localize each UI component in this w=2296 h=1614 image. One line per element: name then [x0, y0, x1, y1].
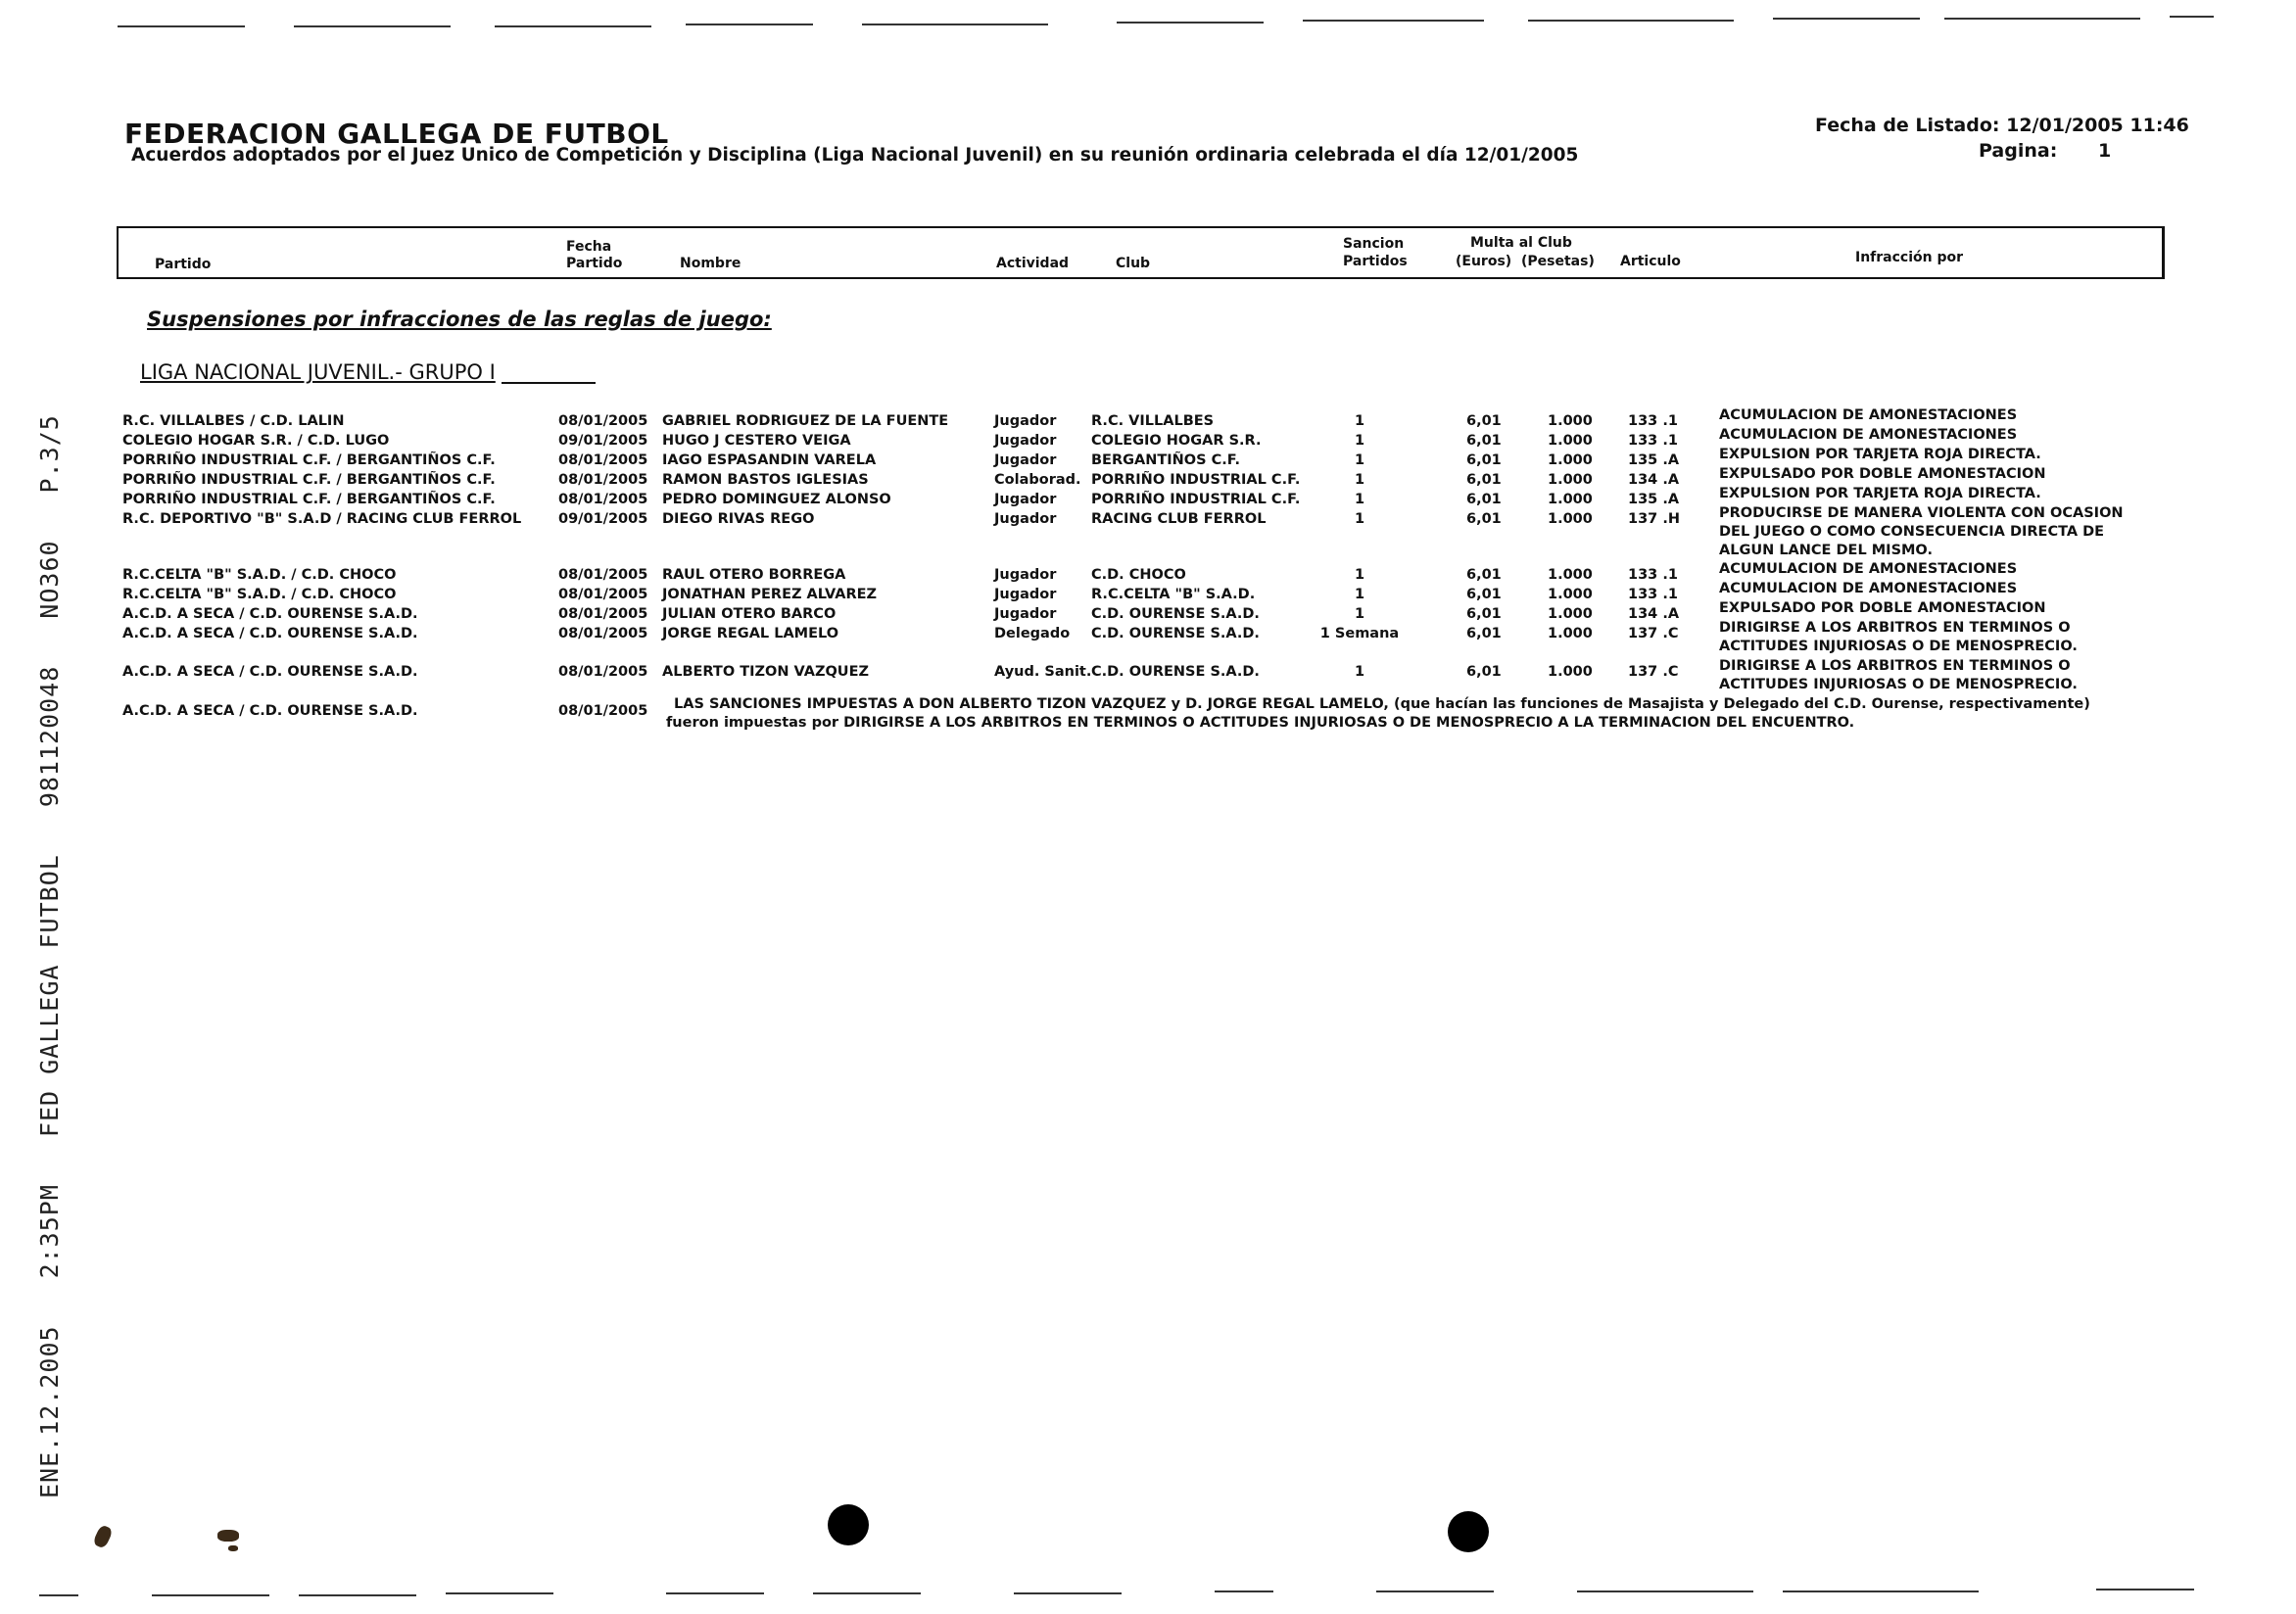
cell-euros: 6,01 — [1466, 626, 1502, 641]
cell-nombre: GABRIEL RODRIGUEZ DE LA FUENTE — [662, 413, 949, 429]
col-fecha-line2: Partido — [566, 256, 623, 271]
cell-sancion: 1 — [1354, 472, 1365, 488]
ink-smudge — [217, 1530, 239, 1542]
col-fecha-line1: Fecha — [566, 239, 612, 255]
cell-infraccion: ACUMULACION DE AMONESTACIONES — [1719, 427, 2018, 443]
cell-articulo: 135 .A — [1628, 452, 1680, 468]
cell-infraccion: EXPULSADO POR DOBLE AMONESTACION — [1719, 600, 2046, 616]
cell-euros: 6,01 — [1466, 511, 1502, 527]
col-infraccion: Infracción por — [1855, 250, 1964, 265]
cell-fecha: 08/01/2005 — [558, 606, 648, 622]
cell-articulo: 134 .A — [1628, 472, 1680, 488]
cell-fecha: 08/01/2005 — [558, 472, 648, 488]
cell-partido: R.C.CELTA "B" S.A.D. / C.D. CHOCO — [122, 587, 397, 602]
col-multa-euros: (Euros) — [1456, 254, 1512, 269]
cell-actividad: Jugador — [994, 413, 1057, 429]
cell-partido: R.C.CELTA "B" S.A.D. / C.D. CHOCO — [122, 567, 397, 583]
document-title: FEDERACION GALLEGA DE FUTBOL — [124, 118, 669, 150]
page-label: Pagina: — [1979, 140, 2058, 162]
page-number: 1 — [2098, 140, 2112, 162]
cell-articulo: 133 .1 — [1628, 567, 1678, 583]
cell-euros: 6,01 — [1466, 587, 1502, 602]
cell-actividad: Jugador — [994, 433, 1057, 449]
cell-nombre: PEDRO DOMINGUEZ ALONSO — [662, 492, 891, 507]
cell-pesetas: 1.000 — [1548, 433, 1593, 449]
cell-articulo: 133 .1 — [1628, 433, 1678, 449]
cell-infraccion: ALGUN LANCE DEL MISMO. — [1719, 543, 1933, 558]
cell-euros: 6,01 — [1466, 433, 1502, 449]
cell-infraccion: ACUMULACION DE AMONESTACIONES — [1719, 561, 2018, 577]
col-actividad: Actividad — [996, 256, 1070, 271]
cell-infraccion: DIRIGIRSE A LOS ARBITROS EN TERMINOS O — [1719, 658, 2071, 674]
fax-transmission-line — [35, 367, 64, 1498]
cell-partido: PORRIÑO INDUSTRIAL C.F. / BERGANTIÑOS C.F. — [122, 452, 496, 468]
cell-partido: A.C.D. A SECA / C.D. OURENSE S.A.D. — [122, 626, 418, 641]
cell-nombre: ALBERTO TIZON VAZQUEZ — [662, 664, 870, 680]
cell-pesetas: 1.000 — [1548, 413, 1593, 429]
cell-articulo: 137 .C — [1628, 626, 1679, 641]
cell-pesetas: 1.000 — [1548, 492, 1593, 507]
cell-fecha: 08/01/2005 — [558, 492, 648, 507]
cell-infraccion: EXPULSION POR TARJETA ROJA DIRECTA. — [1719, 486, 2041, 501]
cell-euros: 6,01 — [1466, 664, 1502, 680]
col-sancion-line1: Sancion — [1343, 236, 1405, 252]
cell-club: COLEGIO HOGAR S.R. — [1091, 433, 1262, 449]
cell-euros: 6,01 — [1466, 413, 1502, 429]
cell-pesetas: 1.000 — [1548, 626, 1593, 641]
cell-nombre: DIEGO RIVAS REGO — [662, 511, 815, 527]
cell-club: BERGANTIÑOS C.F. — [1091, 452, 1241, 468]
cell-partido: R.C. DEPORTIVO "B" S.A.D / RACING CLUB FERROL — [122, 511, 522, 527]
cell-sancion: 1 — [1354, 567, 1365, 583]
cell-sancion: 1 — [1354, 587, 1365, 602]
cell-actividad: Jugador — [994, 492, 1057, 507]
cell-nombre: JONATHAN PEREZ ALVAREZ — [662, 587, 878, 602]
cell-club: PORRIÑO INDUSTRIAL C.F. — [1091, 472, 1301, 488]
ink-smudge — [228, 1545, 238, 1551]
cell-infraccion: ACTITUDES INJURIOSAS O DE MENOSPRECIO. — [1719, 677, 2078, 692]
cell-actividad: Colaborad. — [994, 472, 1081, 488]
cell-articulo: 137 .H — [1628, 511, 1680, 527]
listing-date: Fecha de Listado: 12/01/2005 11:46 — [1815, 115, 2189, 136]
ink-smudge — [92, 1524, 114, 1549]
cell-club: PORRIÑO INDUSTRIAL C.F. — [1091, 492, 1301, 507]
col-multa-pesetas: (Pesetas) — [1521, 254, 1595, 269]
cell-actividad: Jugador — [994, 606, 1057, 622]
cell-sancion: 1 — [1354, 413, 1365, 429]
cell-articulo: 135 .A — [1628, 492, 1680, 507]
cell-infraccion: ACUMULACION DE AMONESTACIONES — [1719, 581, 2018, 596]
cell-infraccion: ACTITUDES INJURIOSAS O DE MENOSPRECIO. — [1719, 639, 2078, 654]
cell-infraccion: DEL JUEGO O COMO CONSECUENCIA DIRECTA DE — [1719, 524, 2105, 540]
cell-partido: A.C.D. A SECA / C.D. OURENSE S.A.D. — [122, 606, 418, 622]
cell-nombre: IAGO ESPASANDIN VARELA — [662, 452, 877, 468]
cell-articulo: 137 .C — [1628, 664, 1679, 680]
note-fecha: 08/01/2005 — [558, 703, 648, 719]
cell-pesetas: 1.000 — [1548, 664, 1593, 680]
cell-pesetas: 1.000 — [1548, 472, 1593, 488]
fax-page: P.3/5 — [35, 414, 64, 494]
cell-partido: R.C. VILLALBES / C.D. LALIN — [122, 413, 345, 429]
cell-club: C.D. OURENSE S.A.D. — [1091, 664, 1260, 680]
fax-time: 2:35PM — [35, 1184, 64, 1279]
punch-hole-right — [1448, 1511, 1489, 1552]
fax-doc-number: NO360 — [35, 540, 64, 619]
cell-articulo: 133 .1 — [1628, 587, 1678, 602]
cell-infraccion: EXPULSION POR TARJETA ROJA DIRECTA. — [1719, 447, 2041, 462]
cell-euros: 6,01 — [1466, 606, 1502, 622]
cell-actividad: Ayud. Sanit. — [994, 664, 1092, 680]
cell-pesetas: 1.000 — [1548, 511, 1593, 527]
cell-fecha: 09/01/2005 — [558, 433, 648, 449]
cell-partido: COLEGIO HOGAR S.R. / C.D. LUGO — [122, 433, 390, 449]
cell-actividad: Jugador — [994, 452, 1057, 468]
cell-infraccion: EXPULSADO POR DOBLE AMONESTACION — [1719, 466, 2046, 482]
cell-nombre: RAUL OTERO BORREGA — [662, 567, 846, 583]
cell-pesetas: 1.000 — [1548, 606, 1593, 622]
cell-sancion: 1 — [1354, 452, 1365, 468]
cell-pesetas: 1.000 — [1548, 587, 1593, 602]
fax-sender: FED GALLEGA FUTBOL — [35, 854, 64, 1138]
cell-sancion: 1 Semana — [1319, 626, 1400, 641]
col-multa: Multa al Club — [1470, 235, 1572, 251]
cell-fecha: 08/01/2005 — [558, 413, 648, 429]
document-subtitle: Acuerdos adoptados por el Juez Unico de Competición y Disciplina (Liga Nacional Juvenil) en su reunión ordinaria celebrada el día 12/01/2005 — [131, 145, 1579, 166]
cell-sancion: 1 — [1354, 511, 1365, 527]
cell-actividad: Jugador — [994, 587, 1057, 602]
cell-partido: PORRIÑO INDUSTRIAL C.F. / BERGANTIÑOS C.F. — [122, 492, 496, 507]
col-sancion-line2: Partidos — [1343, 254, 1408, 269]
cell-articulo: 133 .1 — [1628, 413, 1678, 429]
cell-sancion: 1 — [1354, 606, 1365, 622]
note-partido: A.C.D. A SECA / C.D. OURENSE S.A.D. — [122, 703, 418, 719]
cell-pesetas: 1.000 — [1548, 452, 1593, 468]
cell-partido: PORRIÑO INDUSTRIAL C.F. / BERGANTIÑOS C.F. — [122, 472, 496, 488]
punch-hole-left — [828, 1504, 869, 1545]
cell-fecha: 08/01/2005 — [558, 567, 648, 583]
cell-club: R.C.CELTA "B" S.A.D. — [1091, 587, 1256, 602]
cell-nombre: RAMON BASTOS IGLESIAS — [662, 472, 869, 488]
cell-pesetas: 1.000 — [1548, 567, 1593, 583]
fax-number: 981120048 — [35, 665, 64, 808]
cell-infraccion: ACUMULACION DE AMONESTACIONES — [1719, 407, 2018, 423]
cell-club: C.D. OURENSE S.A.D. — [1091, 626, 1260, 641]
cell-sancion: 1 — [1354, 664, 1365, 680]
cell-infraccion: PRODUCIRSE DE MANERA VIOLENTA CON OCASION — [1719, 505, 2124, 521]
cell-euros: 6,01 — [1466, 492, 1502, 507]
cell-club: C.D. CHOCO — [1091, 567, 1186, 583]
group-title: LIGA NACIONAL JUVENIL.- GRUPO I — [140, 360, 496, 384]
cell-nombre: JORGE REGAL LAMELO — [662, 626, 839, 641]
cell-infraccion: DIRIGIRSE A LOS ARBITROS EN TERMINOS O — [1719, 620, 2071, 636]
cell-fecha: 08/01/2005 — [558, 664, 648, 680]
cell-actividad: Jugador — [994, 511, 1057, 527]
cell-club: R.C. VILLALBES — [1091, 413, 1215, 429]
cell-club: RACING CLUB FERROL — [1091, 511, 1267, 527]
cell-euros: 6,01 — [1466, 452, 1502, 468]
col-club: Club — [1116, 256, 1151, 271]
col-partido: Partido — [155, 257, 212, 272]
cell-euros: 6,01 — [1466, 472, 1502, 488]
cell-fecha: 08/01/2005 — [558, 626, 648, 641]
cell-partido: A.C.D. A SECA / C.D. OURENSE S.A.D. — [122, 664, 418, 680]
cell-fecha: 09/01/2005 — [558, 511, 648, 527]
cell-actividad: Delegado — [994, 626, 1071, 641]
cell-articulo: 134 .A — [1628, 606, 1680, 622]
cell-nombre: JULIAN OTERO BARCO — [662, 606, 837, 622]
col-nombre: Nombre — [680, 256, 741, 271]
cell-fecha: 08/01/2005 — [558, 587, 648, 602]
cell-sancion: 1 — [1354, 433, 1365, 449]
column-header — [117, 226, 2165, 279]
fax-date: ENE.12.2005 — [35, 1325, 64, 1498]
note-text: LAS SANCIONES IMPUESTAS A DON ALBERTO TIZON VAZQUEZ y D. JORGE REGAL LAMELO, (que hacían las funciones de Masajista y Delegado del C.D. Ourense, respectivamente) fueron impuestas por DIRIGIRSE A LOS ARBITROS EN TERMINOS O ACTITUDES INJURIOSAS O DE MENOSPRECIO A LA TERMINACION DEL ENCUENTRO. — [666, 696, 2090, 731]
cell-actividad: Jugador — [994, 567, 1057, 583]
cell-sancion: 1 — [1354, 492, 1365, 507]
cell-fecha: 08/01/2005 — [558, 452, 648, 468]
cell-nombre: HUGO J CESTERO VEIGA — [662, 433, 851, 449]
section-title: Suspensiones por infracciones de las reglas de juego: — [147, 308, 772, 331]
cell-club: C.D. OURENSE S.A.D. — [1091, 606, 1260, 622]
col-articulo: Articulo — [1620, 254, 1681, 269]
group-title-underline — [502, 382, 596, 384]
cell-euros: 6,01 — [1466, 567, 1502, 583]
